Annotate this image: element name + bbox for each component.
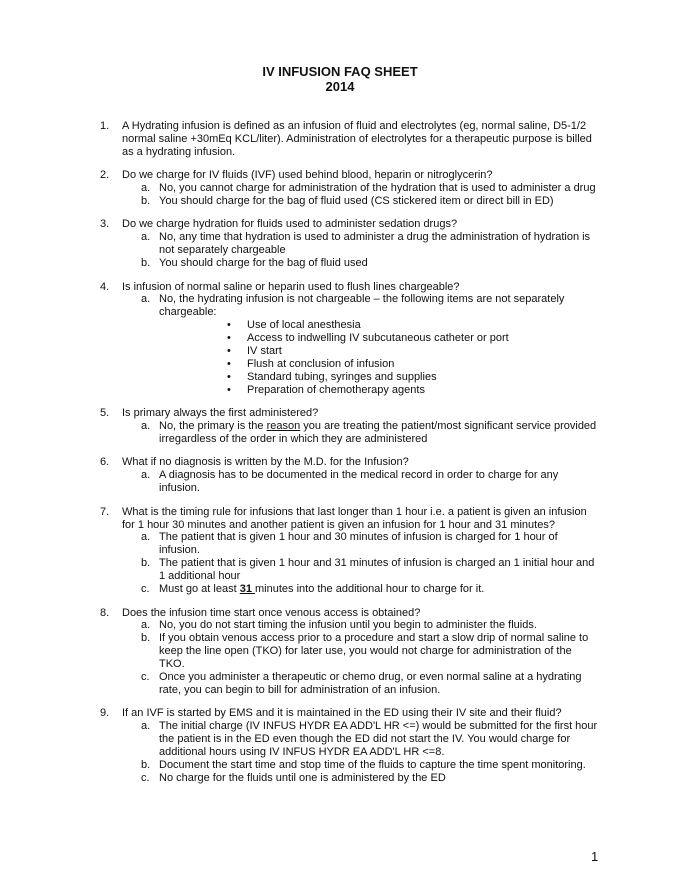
item-question: Is infusion of normal saline or heparin used to flush lines chargeable? [122,280,460,293]
sub-item-letter: b. [141,557,151,570]
sub-item-text: The patient that is given 1 hour and 30 minutes of infusion is charged for 1 hour of infusion. [159,531,558,557]
sub-item-letter: a. [141,469,151,482]
bullet-item [159,332,600,345]
bullet-text: Use of local anesthesia [247,319,361,332]
text-suffix: minutes into the additional hour to charge for it. [255,583,485,596]
faq-item [100,218,600,270]
sub-item-letter: a. [141,531,151,544]
document-title [0,64,680,94]
item-number: 1. [100,120,110,132]
faq-item [100,607,600,697]
item-question: Does the infusion time start once venous access is obtained? [122,606,421,619]
sub-item [122,619,600,632]
item-question: What if no diagnosis is written by the M.D. for the Infusion? [122,456,409,469]
item-question: Is primary always the first administered? [122,407,319,420]
item-question: Do we charge hydration for fluids used to administer sedation drugs? [122,218,458,231]
bullet-icon: • [227,332,231,345]
sub-item-text: You should charge for the bag of fluid used (CS stickered item or direct bill in ED) [159,195,554,208]
bullet-icon: • [227,358,231,370]
bullet-icon: • [227,319,231,332]
sub-item-text: Once you administer a therapeutic or chemo drug, or even normal saline at a hydrating rate, you can begin to bill for administration of an infusion. [159,671,582,696]
item-number: 9. [100,707,110,720]
faq-item [100,506,600,596]
sub-item [122,583,600,596]
sub-item [122,469,600,495]
sub-item-text: No, you cannot charge for administration of the hydration that is used to administer a drug [159,182,596,195]
bullet-list [159,319,600,396]
sub-item-letter: a. [141,619,151,632]
sub-item [122,632,600,671]
bullet-icon: • [227,383,231,396]
sub-item-letter: b. [141,195,151,208]
sub-item-text: No, the hydrating infusion is not chargeable – the following items are not separately chargeable: [159,293,565,319]
item-question: Do we charge for IV fluids (IVF) used behind blood, heparin or nitroglycerin? [122,169,493,182]
bullet-item [159,345,600,358]
item-question: If an IVF is started by EMS and it is maintained in the ED using their IV site and their fluid? [122,707,562,720]
faq-item [100,456,600,495]
sub-item-text: The initial charge (IV INFUS HYDR EA ADD'L HR <=) would be submitted for the first hour the patient is in the ED even though the ED did not start the IV. You would charge for additional hours using IV INFUS HYDR EA ADD'L HR <=8. [159,720,598,759]
sub-item-letter: a. [141,182,151,195]
page-number: 1 [591,849,599,864]
bullet-icon: • [227,345,231,358]
item-number: 6. [100,456,110,469]
text-prefix: No, the primary is the [159,420,267,433]
bullet-item [159,319,600,332]
sub-item [122,759,600,772]
bullet-text: Preparation of chemotherapy agents [247,383,425,396]
underlined-text: reason [266,420,301,433]
title-year: 2014 [325,79,355,94]
sub-item [122,531,600,557]
bullet-item [159,371,600,384]
sub-item-letter: b. [141,758,151,771]
faq-list [100,120,600,795]
sub-item-letter: a. [141,720,151,733]
sub-item-letter: c. [141,771,150,784]
title-text: IV INFUSION FAQ SHEET [262,64,418,79]
sub-item [122,195,600,208]
sub-item [122,772,600,785]
text-prefix: Must go at least [159,583,240,596]
sub-item [122,231,600,257]
sub-item-letter: a. [141,420,151,433]
faq-item [100,707,600,784]
sub-item-text: The patient that is given 1 hour and 31 minutes of infusion is charged an 1 initial hour and 1 additional hour [159,557,595,583]
bullet-text: Flush at conclusion of infusion [247,358,395,370]
bullet-icon: • [227,370,231,383]
bullet-text: Access to indwelling IV subcutaneous catheter or port [247,332,509,345]
sub-item [122,720,600,759]
sub-item [122,420,600,446]
item-number: 5. [100,407,110,420]
bullet-item [159,358,600,371]
sub-item [122,557,600,583]
sub-item [122,257,600,270]
sub-item-letter: c. [141,583,150,596]
item-question: What is the timing rule for infusions that last longer than 1 hour i.e. a patient is given an infusion for 1 hour 30 minutes and another patient is given an infusion for 1 hour and 31 minutes? [122,505,587,531]
bullet-item [159,384,600,397]
bullet-text: Standard tubing, syringes and supplies [247,370,437,383]
sub-item-text [159,583,600,596]
item-number: 7. [100,505,110,518]
sub-item-text: No charge for the fluids until one is administered by the ED [159,771,446,784]
sub-item-letter: b. [141,632,151,645]
sub-item-text: No, any time that hydration is used to administer a drug the administration of hydration is not separately chargeable [159,231,591,257]
item-number: 4. [100,280,110,293]
sub-item [122,293,600,396]
item-number: 3. [100,218,110,231]
faq-item [100,407,600,446]
sub-item-text: A diagnosis has to be documented in the medical record in order to charge for any infusion. [159,469,559,495]
sub-item-letter: b. [141,257,151,270]
item-number: 8. [100,606,110,619]
text-suffix: you are treating the patient/most significant service provided irregardless of the order in which they are administered [159,420,597,446]
sub-item-text: No, you do not start timing the infusion until you begin to administer the fluids. [159,619,537,632]
emphasized-text: 31 [239,583,256,596]
sub-item-text [159,420,600,446]
bullet-text: IV start [247,345,282,358]
sub-item [122,182,600,195]
faq-item [100,281,600,397]
faq-item [100,169,600,208]
item-number: 2. [100,169,110,182]
sub-item [122,671,600,697]
sub-item-text: If you obtain venous access prior to a procedure and start a slow drip of normal saline to keep the line open (TKO) for later use, you would not charge for administration of the TKO. [159,632,589,671]
sub-item-text: You should charge for the bag of fluid used [159,257,368,270]
sub-item-letter: c. [141,671,150,684]
faq-item [100,120,600,159]
sub-item-text: Document the start time and stop time of the fluids to capture the time spent monitoring. [159,758,586,771]
sub-item-letter: a. [141,293,151,306]
sub-item-letter: a. [141,231,151,244]
item-question: A Hydrating infusion is defined as an infusion of fluid and electrolytes (eg, normal saline, D5-1/2 normal saline +30mEq KCL/liter). Administration of electrolytes for a therapeutic purpose is billed as a hydrating infusion. [122,120,592,158]
